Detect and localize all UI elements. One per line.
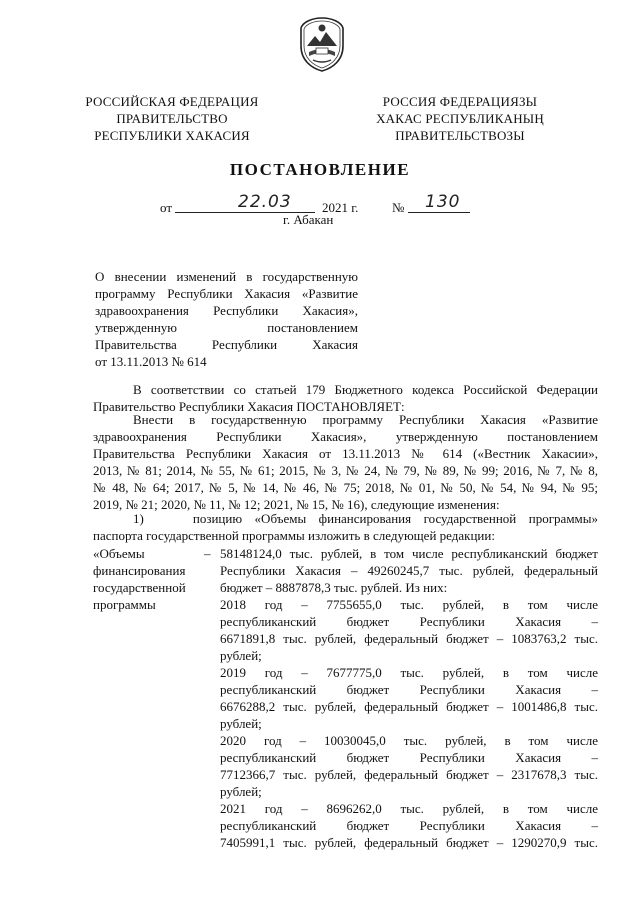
label-line: программы — [93, 597, 156, 612]
financing-value-line: 2021 год – 8696262,0 тыс. рублей, в том числе — [220, 801, 598, 816]
header-left-line: ПРАВИТЕЛЬСТВО — [116, 111, 228, 126]
financing-value-line: 7712366,7 тыс. рублей, федеральный бюджет – 2317678,3 тыс. — [220, 767, 598, 782]
header-right-line: РОССИЯ ФЕДЕРАЦИЯЗЫ — [382, 94, 538, 109]
financing-value-line: 58148124,0 тыс. рублей, в том числе республиканский бюджет — [220, 546, 598, 561]
subject-line: утвержденную постановлением — [95, 320, 358, 335]
header-right-line: ХАКАС РЕСПУБЛИКАНЫҢ — [376, 111, 544, 126]
subject-line: О внесении изменений в государственную — [95, 269, 358, 284]
subject-line: от 13.11.2013 № 614 — [95, 354, 207, 369]
header-left-line: РОССИЙСКАЯ ФЕДЕРАЦИЯ — [85, 94, 259, 109]
financing-value-line: 6676288,2 тыс. рублей, федеральный бюджет – 1001486,8 тыс. — [220, 699, 598, 714]
financing-value-line: республиканский бюджет Республики Хакасия – — [220, 614, 598, 629]
handwritten-number: 130 — [425, 192, 461, 212]
financing-values — [220, 545, 598, 851]
label-line: финансирования — [93, 563, 186, 578]
label-line: «Объемы — [93, 546, 145, 561]
paragraph-basis — [93, 381, 598, 415]
date-prefix: от — [160, 200, 173, 215]
coat-of-arms-icon — [299, 16, 345, 72]
paragraph-line: Внести в государственную программу Республики Хакасия «Развитие — [133, 412, 598, 427]
subject-line: здравоохранения Республики Хакасия», — [95, 303, 358, 318]
year-label: 2021 г. — [322, 200, 359, 215]
paragraph-line: здравоохранения Республики Хакасия», утвержденную постановлением — [93, 429, 598, 444]
financing-value-line: республиканский бюджет Республики Хакасия – — [220, 818, 598, 833]
paragraph-line — [93, 510, 598, 527]
number-sign: № — [392, 200, 405, 215]
item-text: позицию «Объемы финансирования государственной программы» — [192, 511, 599, 526]
financing-value-line: республиканский бюджет Республики Хакасия – — [220, 682, 598, 697]
paragraph-line: № 48, № 64; 2017, № 5, № 14, № 46, № 75; 2018, № 01, № 50, № 54, № 94, № 95; — [93, 480, 598, 495]
subject-block — [95, 268, 358, 370]
subject-line: Правительства Республики Хакасия — [95, 337, 358, 352]
financing-value-line: 2020 год – 10030045,0 тыс. рублей, в том числе — [220, 733, 598, 748]
handwritten-date: 22.03 — [238, 192, 292, 212]
paragraph-line: Правительства Республики Хакасия от 13.11.2013 № 614 («Вестник Хакасии», — [93, 446, 598, 461]
paragraph-item-1 — [93, 510, 598, 544]
header-right — [350, 93, 570, 144]
paragraph-line: Правительство Республики Хакасия ПОСТАНОВЛЯЕТ: — [93, 399, 405, 414]
header-right-line: ПРАВИТЕЛЬСТВОЗЫ — [395, 128, 525, 143]
financing-value-line: рублей; — [220, 784, 262, 799]
paragraph-line: 2019, № 21; 2020, № 11, № 12; 2021, № 15, № 16), следующие изменения: — [93, 497, 500, 512]
financing-value-line: бюджет – 8887878,3 тыс. рублей. Из них: — [220, 580, 448, 595]
paragraph-line: паспорта государственной программы изложить в следующей редакции: — [93, 528, 495, 543]
paragraph-changes — [93, 411, 598, 513]
financing-value-line: рублей; — [220, 716, 262, 731]
paragraph-line: 2013, № 81; 2014, № 55, № 61; 2015, № 3, № 24, № 79, № 89, № 99; 2016, № 7, № 8, — [93, 463, 598, 478]
label-dash: – — [204, 546, 211, 561]
paragraph-line: В соответствии со статьей 179 Бюджетного кодекса Российской Федерации — [133, 382, 598, 397]
header-left — [62, 93, 282, 144]
financing-value-line: рублей; — [220, 648, 262, 663]
financing-value-line: Республики Хакасия – 49260245,7 тыс. рублей, федеральный — [220, 563, 598, 578]
financing-value-line: 2019 год – 7677775,0 тыс. рублей, в том числе — [220, 665, 598, 680]
item-number: 1) — [133, 511, 144, 526]
document-title: ПОСТАНОВЛЕНИЕ — [229, 160, 411, 179]
financing-value-line: 2018 год – 7755655,0 тыс. рублей, в том числе — [220, 597, 598, 612]
financing-value-line: 7405991,1 тыс. рублей, федеральный бюджет – 1290270,9 тыс. — [220, 835, 598, 850]
financing-label — [93, 545, 213, 613]
header-left-line: РЕСПУБЛИКИ ХАКАСИЯ — [94, 128, 250, 143]
subject-line: программу Республики Хакасия «Развитие — [95, 286, 358, 301]
label-line: государственной — [93, 580, 186, 595]
financing-value-line: республиканский бюджет Республики Хакасия – — [220, 750, 598, 765]
financing-value-line: 6671891,8 тыс. рублей, федеральный бюджет – 1083763,2 тыс. — [220, 631, 598, 646]
city-label: г. Абакан — [283, 212, 334, 227]
